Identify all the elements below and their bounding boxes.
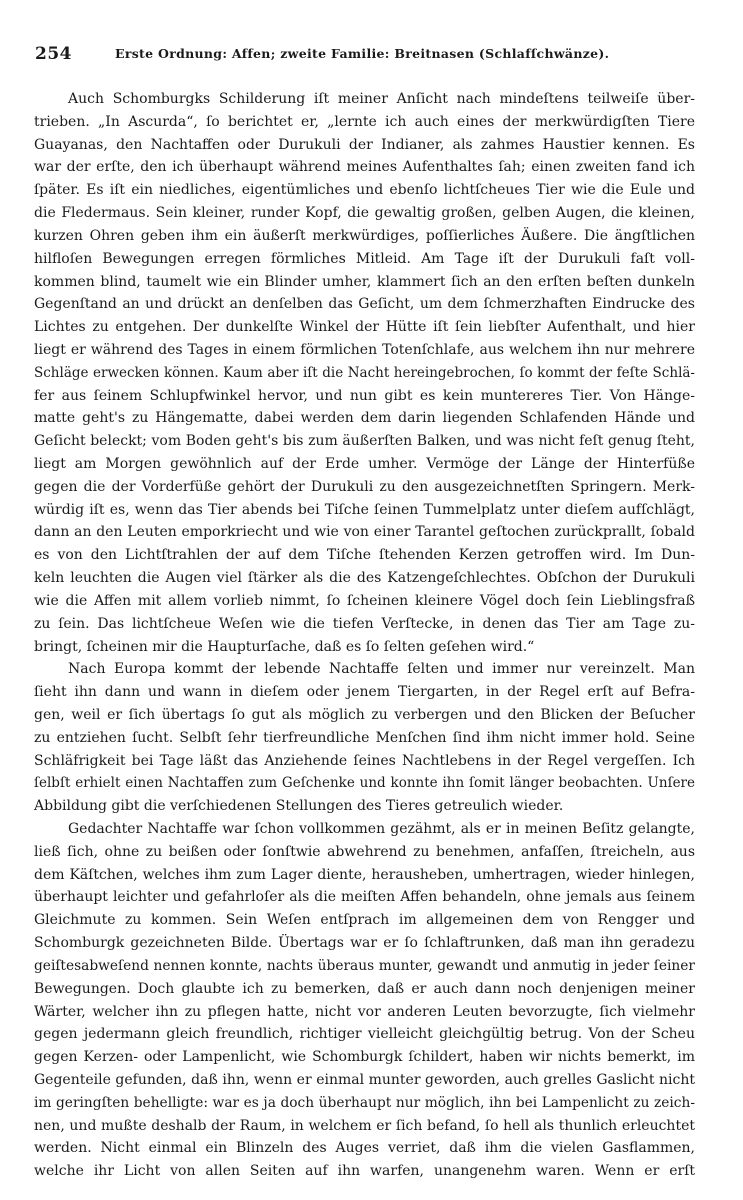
text-line: matte geht's zu Hängematte, dabei werden dem darin liegenden Schlafenden Hände und: [34, 410, 695, 427]
text-line: im geringſten behelligte: war es ja doch überhaupt nur möglich, ihn bei Lampenlicht zu zeich-: [34, 1094, 695, 1111]
text-line: Nach Europa kommt der lebende Nachtaffe ſelten und immer nur vereinzelt. Man: [68, 661, 695, 678]
text-line: Geſicht beleckt; vom Boden geht's bis zum äußerſten Balken, und was nicht feſt genug ſteht,: [34, 433, 695, 450]
running-title: Erste Ordnung: Affen; zweite Familie: Breitnasen (Schlafſchwänze).: [115, 46, 610, 61]
text-line: ließ ſich, ohne zu beißen oder ſonſtwie abwehrend zu benehmen, anfaſſen, ſtreicheln, aus: [34, 843, 695, 860]
text-line: Lichtes zu entgehen. Der dunkelſte Winkel der Hütte iſt ſein liebſter Aufenthalt, und hier: [34, 319, 695, 336]
text-line: bringt, ſcheinen mir die Haupturſache, daß es ſo ſelten geſehen wird.“: [34, 638, 535, 655]
page-number: 254: [35, 44, 72, 64]
text-line: Gedachter Nachtaffe war ſchon vollkommen gezähmt, als er in meinen Beſitz gelangte,: [68, 821, 695, 837]
text-line: Schomburgk gezeichneten Bilde. Übertags war er ſo ſchlaftrunken, daß man ihn geradezu: [34, 935, 695, 952]
text-line: war der erſte, den ich überhaupt während meines Aufenthaltes ſah; einen zweiten fand ich: [34, 159, 695, 176]
body-text: [34, 88, 695, 1183]
text-line: wie die Affen mit allem vorlieb nimmt, ſo ſcheinen kleinere Vögel doch ſein Lieblingsfraß: [34, 592, 695, 609]
text-line: Bewegungen. Doch glaubte ich zu bemerken, daß er auch dann noch denjenigen meiner: [34, 980, 695, 997]
page-header: [35, 44, 713, 74]
text-line: Auch Schomburgks Schilderung iſt meiner Anſicht nach mindeſtens teilweiſe über-: [68, 91, 695, 107]
text-line: Gleichmute zu kommen. Sein Weſen entſprach im allgemeinen dem von Rengger und: [34, 912, 695, 929]
text-line: welche ihr Licht von allen Seiten auf ihn warfen, unangenehm waren. Wenn er erſt: [34, 1163, 695, 1180]
text-line: Wärter, welcher ihn zu pflegen hatte, nicht vor anderen Leuten bevorzugte, ſich vielmehr: [34, 1003, 695, 1020]
text-line: es von den Lichtſtrahlen der auf dem Tiſche ſtehenden Kerzen getroffen wird. Im Dun-: [34, 547, 695, 564]
text-line: geiſtesabweſend nennen konnte, nachts überaus munter, gewandt und anmutig in jeder ſeiner: [34, 957, 695, 974]
text-line: keln leuchten die Augen viel ſtärker als die des Katzengeſchlechtes. Obſchon der Durukuli: [34, 570, 695, 587]
text-line: ſpäter. Es iſt ein niedliches, eigentümliches und ebenſo lichtſcheues Tier wie die Eule und: [34, 182, 695, 199]
text-line: Abbildung gibt die verſchiedenen Stellungen des Tieres getreulich wieder.: [34, 798, 564, 815]
text-line: zu entziehen ſucht. Selbſt ſehr tierfreundliche Menſchen ſind ihm nicht immer hold. Seine: [34, 729, 695, 746]
text-line: liegt er während des Tages in einem förmlichen Totenſchlafe, aus welchem ihn nur mehrere: [34, 341, 695, 358]
text-line: trieben. „In Ascurda“, ſo berichtet er, „lernte ich auch eines der merkwürdigſten Tiere: [34, 113, 695, 130]
text-line: zu ſein. Das lichtſcheue Weſen wie die tiefen Verſtecke, in denen das Tier am Tage zu-: [34, 615, 695, 632]
text-line: gegen Kerzen- oder Lampenlicht, wie Schomburgk ſchildert, haben wir nichts bemerkt, im: [34, 1049, 695, 1066]
text-line: gen, weil er ſich übertags ſo gut als möglich zu verbergen und den Blicken der Beſucher: [34, 706, 695, 723]
text-line: hilfloſen Bewegungen erregen förmliches Mitleid. Am Tage iſt der Durukuli faſt voll-: [34, 250, 695, 267]
text-line: dem Käſtchen, welches ihm zum Lager diente, herausheben, umhertragen, wieder hinlegen,: [34, 866, 695, 883]
text-line: Schläge erwecken können. Kaum aber iſt die Nacht hereingebrochen, ſo kommt der feſte Schlä-: [34, 364, 695, 381]
text-line: ſieht ihn dann und wann in dieſem oder jenem Tiergarten, in der Regel erſt auf Befra-: [34, 684, 695, 701]
text-line: kommen blind, taumelt wie ein Blinder umher, klammert ſich an den erſten beſten dunkeln: [34, 273, 695, 290]
text-line: Gegenſtand an und drückt an denſelben das Geſicht, um dem ſchmerzhaften Eindrucke des: [34, 296, 695, 313]
text-line: ſelbſt erhielt einen Nachtaffen zum Geſchenke und konnte ihn ſomit länger beobachten. Unſere: [34, 775, 695, 792]
text-line: gegen jedermann gleich freundlich, richtiger vielleicht gleichgültig betrug. Von der Scheu: [34, 1026, 695, 1043]
text-line: fer aus ſeinem Schlupfwinkel hervor, und nun gibt es kein muntereres Tier. Von Hänge-: [34, 387, 695, 404]
text-line: Schläfrigkeit bei Tage läßt das Anziehende ſeines Nachtlebens in der Regel vergeſſen. Ich: [34, 752, 695, 769]
text-line: dann an den Leuten emporkriecht und wie von einer Tarantel geſtochen zurückprallt, ſobald: [34, 524, 695, 541]
text-line: liegt am Morgen gewöhnlich auf der Erde umher. Vermöge der Länge der Hinterfüße: [34, 456, 695, 472]
text-line: werden. Nicht einmal ein Blinzeln des Auges verriet, daß ihm die vielen Gasflammen,: [34, 1140, 695, 1157]
text-line: Gegenteile gefunden, daß ihn, wenn er einmal munter geworden, auch grelles Gaslicht nicht: [34, 1071, 695, 1088]
text-line: nen, und mußte deshalb der Raum, in welchem er ſich befand, ſo hell als thunlich erleuchtet: [34, 1117, 695, 1134]
text-line: die Fledermaus. Sein kleiner, runder Kopf, die gewaltig großen, gelben Augen, die kleinen,: [34, 205, 695, 222]
text-line: überhaupt leichter und gefahrloſer als die meiſten Affen behandeln, ohne jemals aus ſeinem: [34, 889, 695, 906]
text-line: kurzen Ohren geben ihm ein äußerſt merkwürdiges, poſſierliches Äußere. Die ängſtlichen: [34, 227, 695, 244]
text-line: gegen die der Vorderfüße gehört der Durukuli zu den ausgezeichnetſten Springern. Merk-: [34, 478, 695, 495]
text-line: Guayanas, den Nachtaffen oder Durukuli der Indianer, als zahmes Haustier kennen. Es: [34, 136, 695, 153]
text-line: würdig iſt es, wenn das Tier abends bei Tiſche ſeinen Tummelplatz unter dieſem aufſchlägt,: [34, 501, 695, 518]
